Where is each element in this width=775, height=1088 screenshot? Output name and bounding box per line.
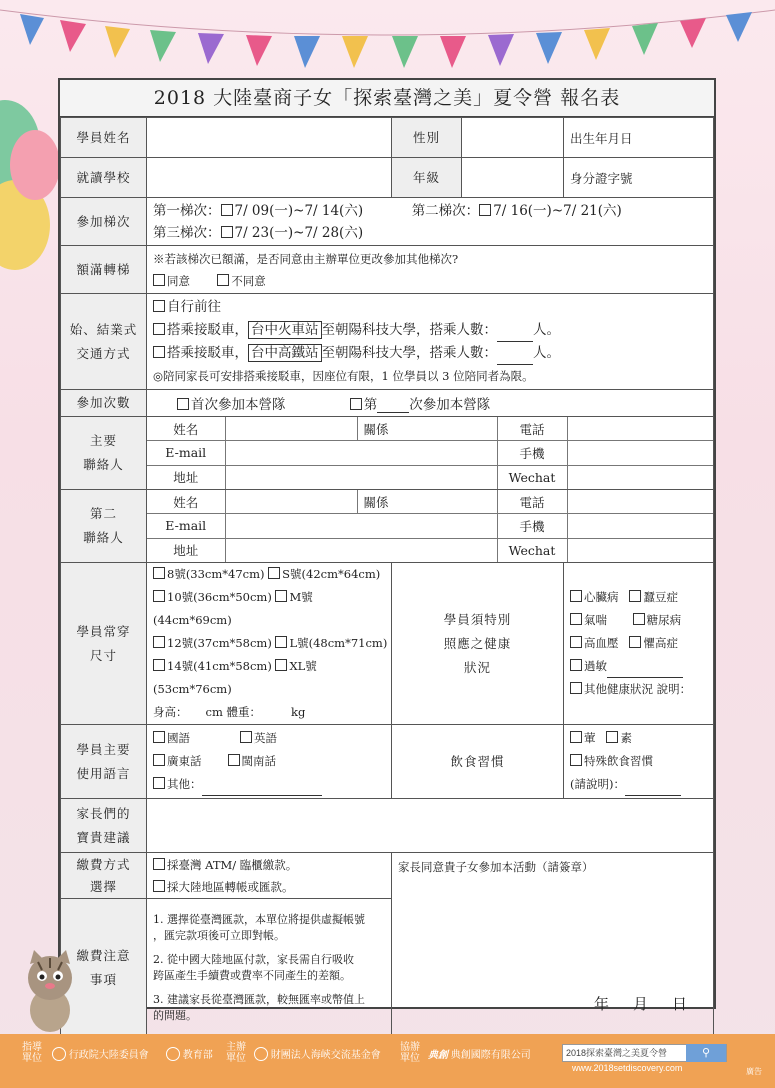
self-transport-checkbox[interactable]: [153, 300, 165, 312]
contact1-address-label: 地址: [147, 465, 225, 489]
contact1-phone-field[interactable]: [567, 417, 713, 441]
payment-taiwan-checkbox[interactable]: [153, 858, 165, 870]
contact2-phone-label: 電話: [497, 490, 567, 514]
parents-label-2: 寶貴建議: [76, 829, 131, 845]
to-school-label: 至朝陽科技大學，搭乘人數：: [321, 344, 497, 361]
health-checkbox[interactable]: [629, 590, 641, 602]
date-day-label: 日: [671, 995, 689, 1013]
cat-mascot-illustration: [16, 950, 84, 1034]
website-link[interactable]: www.2018setdiscovery.com: [572, 1063, 683, 1073]
parents-label-1: 家長們的: [76, 805, 131, 821]
balloon-decoration: [10, 130, 60, 200]
full-question: ※若該梯次已額滿，是否同意由主辦單位更改參加其他梯次?: [153, 251, 459, 266]
third-session-checkbox[interactable]: [221, 226, 233, 238]
contact1-label-2: 聯絡人: [83, 457, 124, 472]
language-option: 廣東話: [167, 754, 202, 768]
footer-org-4: 典創國際有限公司: [450, 1050, 531, 1061]
size-checkbox[interactable]: [153, 590, 165, 602]
meat-checkbox[interactable]: [570, 731, 582, 743]
notes-label-1: 繳費注意: [76, 947, 131, 963]
times-label: 參加次數: [61, 390, 147, 417]
disagree-label: 不同意: [231, 273, 266, 288]
payment-label-2: 選擇: [89, 878, 117, 894]
payment-mainland-label: 採大陸地區轉帳或匯款。: [167, 879, 294, 894]
taichung-shuttle-checkbox[interactable]: [153, 323, 165, 335]
taichung-count-field[interactable]: [497, 341, 533, 342]
other-health-label: 其他健康狀況 說明：: [584, 682, 692, 696]
size-checkbox[interactable]: [268, 567, 280, 579]
registration-form: [58, 78, 716, 1022]
nth-time-checkbox[interactable]: [350, 398, 362, 410]
note-2-line-2: 跨區產生手續費或費率不同產生的差額。: [153, 968, 351, 982]
health-label-3: 狀況: [463, 659, 491, 675]
diet-explain-label: (請說明)：: [570, 777, 625, 791]
consent-label: 家長同意貴子女參加本活動（請簽章）: [398, 860, 594, 874]
health-checkbox[interactable]: [633, 613, 645, 625]
contact1-email-field[interactable]: [225, 441, 497, 465]
contact2-label-1: 第二: [89, 506, 117, 521]
footer-host-label-2: 單位: [226, 1053, 246, 1064]
health-option: 懼高症: [643, 636, 678, 650]
first-session-date: 7/ 09(一)~7/ 14(六): [234, 202, 364, 219]
size-option: M號(44cm*69cm): [153, 590, 313, 627]
other-language-label: 其他：: [167, 777, 202, 791]
health-option: 高血壓: [584, 636, 619, 650]
dianchuang-logo-link[interactable]: [428, 1046, 531, 1061]
size-checkbox[interactable]: [275, 659, 287, 671]
contact1-mobile-field[interactable]: [567, 441, 713, 465]
note-1-line-2: ，匯完款項後可立即對帳。: [153, 928, 285, 942]
sizes-label-1: 學員常穿: [76, 623, 131, 639]
size-option: 8號(33cm*47cm): [167, 567, 265, 581]
transport-label-1: 始、結業式: [69, 321, 138, 337]
health-label-1: 學員須特別: [443, 611, 512, 627]
size-option: L號(48cm*71cm): [289, 636, 388, 650]
self-transport-label: 自行前往: [167, 298, 221, 315]
language-checkbox[interactable]: [240, 731, 252, 743]
first-time-label: 首次參加本營隊: [191, 397, 286, 413]
signature-area[interactable]: [392, 853, 714, 1037]
first-session-label: 第一梯次：: [153, 202, 221, 219]
note-3-line-1: 3. 建議家長從臺灣匯款，較無匯率或幣值上: [153, 992, 365, 1006]
diet-label: 飲食習慣: [392, 725, 564, 799]
sizes-label-2: 尺寸: [89, 647, 117, 663]
note-2-line-1: 2. 從中國大陸地區付款，家長需自行吸收: [153, 952, 354, 966]
agree-checkbox[interactable]: [153, 274, 165, 286]
contact2-name-field[interactable]: [225, 490, 357, 514]
second-session-label: 第二梯次：: [411, 202, 480, 219]
student-name-field[interactable]: [147, 118, 392, 158]
moe-logo-link[interactable]: [166, 1046, 213, 1061]
contact1-email-label: E-mail: [147, 441, 225, 465]
hsr-station: 台中高鐵站: [248, 344, 322, 362]
weight-unit: kg: [291, 705, 306, 719]
special-diet-label: 特殊飲食習慣: [584, 754, 653, 768]
size-checkbox[interactable]: [153, 567, 165, 579]
hsr-shuttle-checkbox[interactable]: [153, 346, 165, 358]
full-label: 額滿轉梯: [61, 246, 147, 294]
student-name-label: 學員姓名: [61, 118, 147, 158]
size-option: XL號(53cm*76cm): [153, 659, 317, 696]
contact1-table: [147, 417, 713, 489]
contact2-mobile-label: 手機: [497, 514, 567, 538]
hsr-count-field[interactable]: [497, 364, 533, 365]
language-option: 英語: [254, 731, 277, 745]
gender-label: 性別: [392, 118, 462, 158]
footer-guide-label-2: 單位: [22, 1053, 42, 1064]
meat-label: 葷: [584, 731, 596, 745]
sessions-label: 參加梯次: [61, 198, 147, 246]
payment-label-1: 繳費方式: [76, 856, 131, 872]
size-option: 14號(41cm*58cm): [167, 659, 272, 673]
size-checkbox[interactable]: [153, 659, 165, 671]
form-title: 2018 大陸臺商子女「探索臺灣之美」夏令營 報名表: [60, 80, 714, 117]
dianchuang-logo-icon: 典創: [428, 1050, 448, 1061]
sef-logo-link[interactable]: [254, 1046, 381, 1061]
size-checkbox[interactable]: [275, 636, 287, 648]
size-option: 10號(36cm*50cm): [167, 590, 272, 604]
contact2-mobile-field[interactable]: [567, 514, 713, 538]
contact2-name-label: 姓名: [147, 490, 225, 514]
nth-suffix: 次參加本營隊: [409, 397, 491, 413]
special-diet-checkbox[interactable]: [570, 754, 582, 766]
second-session-date: 7/ 16(一)~7/ 21(六): [493, 202, 622, 219]
size-option: 12號(37cm*58cm): [167, 636, 272, 650]
veg-checkbox[interactable]: [606, 731, 618, 743]
note-3-line-2: 的問題。: [153, 1008, 197, 1022]
footer-co-label: 協辦: [400, 1042, 420, 1053]
date-month-label: 月: [632, 995, 650, 1013]
contact2-relation-field[interactable]: [357, 490, 497, 514]
contact2-wechat-field[interactable]: [567, 538, 713, 562]
mac-logo-link[interactable]: [52, 1046, 149, 1061]
search-input[interactable]: 2018探索臺灣之美夏令營: [562, 1044, 727, 1062]
to-school-label: 至朝陽科技大學，搭乘人數：: [321, 321, 497, 338]
third-session-date: 7/ 23(一)~7/ 28(六): [234, 224, 364, 241]
payment-mainland-checkbox[interactable]: [153, 880, 165, 892]
sef-logo-icon: [254, 1047, 268, 1061]
weight-label: 體重：: [226, 705, 262, 719]
payment-taiwan-label: 採臺灣 ATM/ 臨櫃繳款。: [167, 857, 298, 872]
grade-field[interactable]: [462, 158, 564, 198]
contact1-label-1: 主要: [89, 433, 117, 448]
contact1-name-label: 姓名: [147, 417, 225, 441]
language-checkbox[interactable]: [153, 754, 165, 766]
health-option: 糖尿病: [646, 613, 682, 627]
contact2-address-label: 地址: [147, 538, 225, 562]
bunting-decoration: [0, 0, 775, 80]
contact1-relation-label: 關係: [363, 421, 389, 437]
contact1-phone-label: 電話: [497, 417, 567, 441]
nth-time-field[interactable]: [377, 412, 409, 413]
nth-prefix: 第: [363, 397, 378, 413]
contact2-label-2: 聯絡人: [83, 530, 124, 545]
language-option: 閩南話: [241, 754, 276, 768]
contact1-wechat-label: Wechat: [497, 465, 567, 489]
id-label: 身分證字號: [570, 170, 633, 186]
footer-org-3: 財團法人海峽交流基金會: [270, 1050, 381, 1061]
footer-bar: [0, 1034, 775, 1088]
other-language-checkbox[interactable]: [153, 777, 165, 789]
language-checkbox[interactable]: [228, 754, 240, 766]
health-option: 蠶豆症: [643, 590, 678, 604]
shuttle-label: 搭乘接駁車，: [167, 344, 248, 361]
school-label: 就讀學校: [61, 158, 147, 198]
first-time-checkbox[interactable]: [177, 398, 189, 410]
footer-co-label-2: 單位: [400, 1053, 420, 1064]
notes-label-2: 事項: [89, 971, 117, 987]
allergy-label: 過敏: [584, 659, 607, 673]
search-icon: ⚲: [701, 1046, 711, 1059]
ad-label: 廣告: [746, 1067, 762, 1076]
size-option: S號(42cm*64cm): [282, 567, 381, 581]
shuttle-label: 搭乘接駁車，: [167, 321, 248, 338]
language-label-2: 使用語言: [76, 765, 131, 781]
contact1-name-field[interactable]: [225, 417, 357, 441]
birth-label: 出生年月日: [570, 130, 633, 146]
other-language-field[interactable]: [202, 795, 322, 796]
contact2-email-field[interactable]: [225, 514, 497, 538]
id-field[interactable]: [564, 158, 714, 198]
health-option: 氣喘: [584, 613, 607, 627]
parents-suggestion-field[interactable]: [147, 799, 714, 853]
transport-label-2: 交通方式: [76, 345, 131, 361]
gender-field[interactable]: [462, 118, 564, 158]
health-label-2: 照應之健康: [443, 635, 512, 651]
unit-label: 人。: [533, 344, 560, 361]
veg-label: 素: [620, 731, 632, 745]
health-checkbox[interactable]: [570, 636, 582, 648]
form-table: [60, 117, 714, 1037]
size-checkbox[interactable]: [275, 590, 287, 602]
contact1-wechat-field[interactable]: [567, 465, 713, 489]
moe-logo-icon: [166, 1047, 180, 1061]
allergy-checkbox[interactable]: [570, 659, 582, 671]
diet-explain-field[interactable]: [625, 795, 681, 796]
contact2-table: [147, 490, 713, 562]
footer-org-1: 行政院大陸委員會: [68, 1050, 149, 1061]
health-checkbox[interactable]: [570, 590, 582, 602]
search-button[interactable]: [686, 1044, 726, 1062]
unit-label: 人。: [533, 321, 560, 338]
note-1-line-1: 1. 選擇從臺灣匯款，本單位將提供虛擬帳號: [153, 912, 365, 926]
contact1-relation-field[interactable]: [357, 417, 497, 441]
language-checkbox[interactable]: [153, 731, 165, 743]
footer-host-label: 主辦: [226, 1042, 246, 1053]
third-session-label: 第三梯次：: [153, 224, 221, 241]
first-session-checkbox[interactable]: [221, 204, 233, 216]
contact2-email-label: E-mail: [147, 514, 225, 538]
footer-org-2: 教育部: [182, 1050, 213, 1061]
taichung-station: 台中火車站: [248, 321, 322, 339]
contact2-phone-field[interactable]: [567, 490, 713, 514]
language-option: 國語: [167, 731, 190, 745]
health-option: 心臟病: [584, 590, 619, 604]
allergy-field[interactable]: [607, 677, 683, 678]
date-year-label: 年: [593, 995, 611, 1013]
size-checkbox[interactable]: [153, 636, 165, 648]
birth-field[interactable]: [564, 118, 714, 158]
agree-label: 同意: [167, 273, 190, 288]
height-unit: cm: [205, 705, 223, 719]
language-label-1: 學員主要: [76, 741, 131, 757]
grade-label: 年級: [392, 158, 462, 198]
contact2-wechat-label: Wechat: [497, 538, 567, 562]
health-checkbox[interactable]: [629, 636, 641, 648]
mac-logo-icon: [52, 1047, 66, 1061]
contact2-relation-label: 關係: [363, 494, 389, 510]
footer-guide-label: 指導: [22, 1042, 42, 1053]
second-session-checkbox[interactable]: [479, 204, 491, 216]
contact1-mobile-label: 手機: [497, 441, 567, 465]
contact1-address-field[interactable]: [225, 465, 497, 489]
contact2-address-field[interactable]: [225, 538, 497, 562]
height-label: 身高：: [153, 705, 188, 719]
disagree-checkbox[interactable]: [217, 274, 229, 286]
school-field[interactable]: [147, 158, 392, 198]
transport-note: ◎陪同家長可安排搭乘接駁車，因座位有限，1 位學員以 3 位陪同者為限。: [153, 368, 534, 383]
other-health-checkbox[interactable]: [570, 682, 582, 694]
health-checkbox[interactable]: [570, 613, 582, 625]
